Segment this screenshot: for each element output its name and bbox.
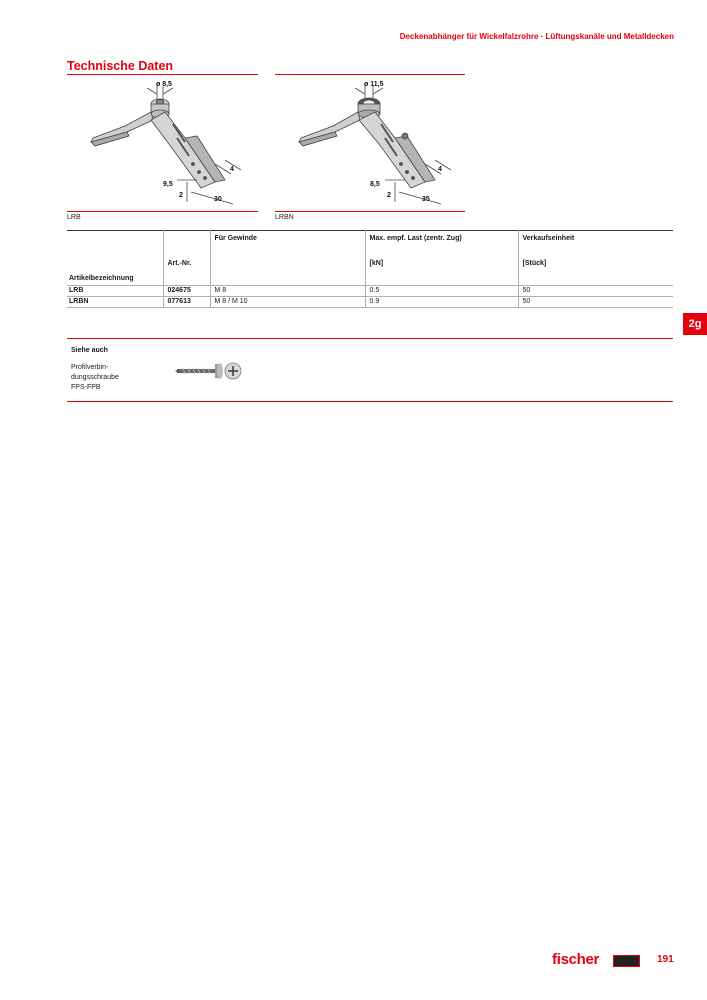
cell-thread: M 8	[210, 286, 365, 297]
header-art-nr: Art.-Nr.	[163, 231, 210, 286]
cell-name: LRB	[67, 286, 163, 297]
lrbn-dim-35: 35	[422, 196, 430, 203]
title-rule-right	[275, 74, 465, 75]
cell-thread: M 8 / M 10	[210, 297, 365, 308]
see-also-bottom-rule	[67, 401, 673, 402]
cell-art: 024675	[163, 286, 210, 297]
header-verkaufseinheit: Verkaufseinheit [Stück]	[518, 231, 673, 286]
header-max-last: Max. empf. Last (zentr. Zug) [kN]	[365, 231, 518, 286]
cell-load: 0.9	[365, 297, 518, 308]
lrbn-caption: LRBN	[275, 214, 294, 221]
page-number: 191	[657, 954, 674, 965]
lrb-figure-rule	[67, 211, 258, 212]
chapter-tab: 2g	[683, 313, 707, 335]
fischer-logo: fischer	[552, 951, 600, 968]
see-also-top-rule	[67, 338, 673, 339]
cell-load: 0.5	[365, 286, 518, 297]
lrb-dim-9-5: 9,5	[163, 181, 173, 188]
table-row	[67, 286, 673, 297]
header-artikelbezeichnung: Artikelbezeichnung	[69, 275, 134, 282]
lrb-dim-30: 30	[214, 196, 222, 203]
cell-unit: 50	[518, 297, 673, 308]
cell-unit: 50	[518, 286, 673, 297]
lrb-diameter-label: ø 8,5	[156, 81, 172, 88]
table-row	[67, 297, 673, 308]
lrb-dim-2: 2	[179, 192, 183, 199]
header-fuer-gewinde: Für Gewinde	[210, 231, 365, 286]
title-rule-left	[67, 74, 258, 75]
lrbn-diameter-label: ø 11,5	[364, 81, 384, 88]
lrbn-figure-rule	[275, 211, 465, 212]
see-also-title: Siehe auch	[71, 347, 108, 354]
lrb-caption: LRB	[67, 214, 81, 221]
cell-name: LRBN	[67, 297, 163, 308]
lrbn-dim-8-5: 8,5	[370, 181, 380, 188]
fischer-logo-mark	[613, 955, 640, 967]
lrbn-dim-4: 4	[438, 166, 442, 173]
lrb-drawing	[85, 78, 255, 208]
running-header: Deckenabhänger für Wickelfalzrohre · Lüftungskanäle und Metalldecken	[399, 32, 674, 41]
spec-table	[67, 230, 673, 308]
lrbn-drawing	[293, 78, 463, 208]
screw-image	[175, 361, 243, 381]
section-title: Technische Daten	[67, 59, 174, 73]
cell-art: 077613	[163, 297, 210, 308]
lrbn-dim-2: 2	[387, 192, 391, 199]
see-also-item-label: Profilverbin- dungsschraube FPS-FPB	[71, 364, 119, 391]
lrb-dim-4: 4	[230, 166, 234, 173]
